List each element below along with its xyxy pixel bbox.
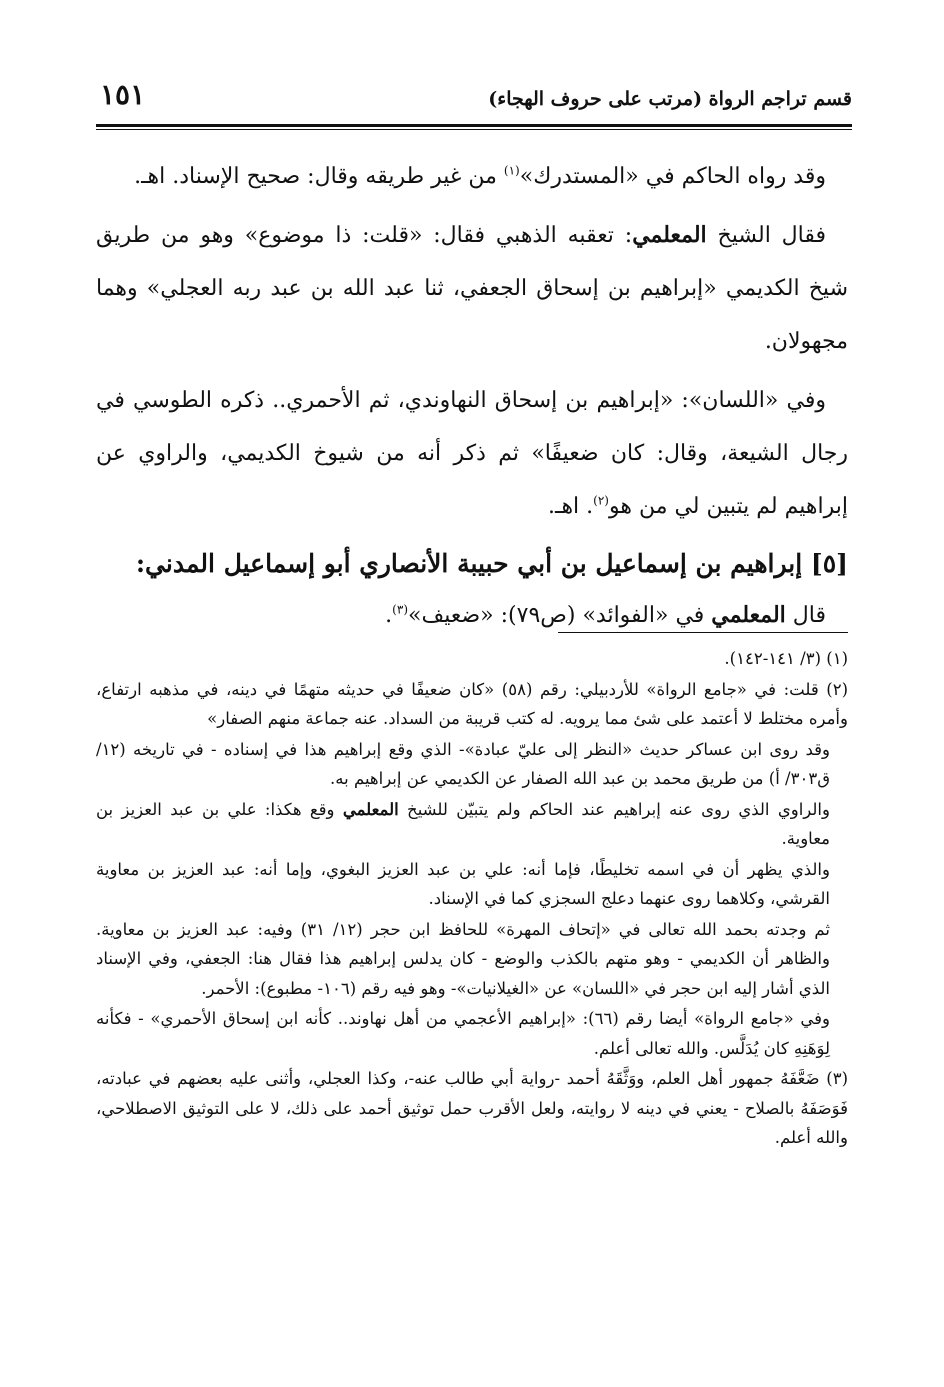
p1-text: وقد رواه الحاكم في «المستدرك» bbox=[519, 164, 826, 189]
footnote-separator bbox=[558, 632, 848, 633]
footnote-2-para-3 bbox=[96, 795, 848, 854]
footnote-2-para-5: ثم وجدته بحمد الله تعالى في «إتحاف المهرة» للحافظ ابن حجر (١٢/ ٣١) وفيه: عبد العزيز بن معاوية. والظاهر أن الكديمي - وهو متهم بالكذب والوضع - كان يدلس إبراهيم هذا فقال هنا: الجعفي، وفي الإسناد الذي أشار إليه ابن حجر في «اللسان» عن «الغيلانيات»- وهو فيه رقم (١٠٦- مطبوع): الأحمر. bbox=[96, 919, 831, 998]
p2-text-a: فقال الشيخ bbox=[706, 223, 826, 248]
paragraph-4 bbox=[96, 589, 848, 642]
footnote-ref-3: (٣) bbox=[392, 602, 408, 617]
p4-text-b: في «الفوائد» (ص٧٩): «ضعيف» bbox=[408, 603, 712, 628]
footnote-2-para-2: وقد روى ابن عساكر حديث «النظر إلى عليّ عبادة»- الذي وقع إبراهيم هذا في إسناده - في تاريخه (١٢/ ق٣٠٣/ أ) من طريق محمد بن عبد الله الصفار عن الكديمي عن إبراهيم به. bbox=[96, 739, 830, 788]
p2-text-b: : تعقبه الذهبي فقال: «قلت: ذا موضوع» وهو من طريق شيخ الكديمي «إبراهيم بن إسحاق الجعفي، ثنا عبد الله بن عبد ربه العجلي» وهما مجهولان. bbox=[96, 223, 848, 354]
footnotes bbox=[96, 644, 848, 1154]
footnote-2-para-6: وفي «جامع الرواة» أيضا رقم (٦٦): «إبراهيم الأعجمي من أهل نهاوند.. كأنه ابن إسحاق الأحمري» - فكأنه لِوَهَنِهِ كان يُدَلَّس. والله تعالى أعلم. bbox=[96, 1009, 830, 1058]
footnote-2-para-4: والذي يظهر أن في اسمه تخليطًا، فإما أنه: علي بن عبد العزيز البغوي، وإما أنه: عبد العزيز بن معاوية القرشي، وكلاهما روى عنهما دعلج السجزي كما في الإسناد. bbox=[96, 859, 830, 908]
entry-heading: [٥] إبراهيم بن إسماعيل بن أبي حبيبة الأنصاري أبو إسماعيل المدني: bbox=[135, 549, 848, 578]
paragraph-1 bbox=[96, 150, 848, 203]
p3-end-text: . اهـ. bbox=[548, 494, 594, 519]
running-head: قسم تراجم الرواة (مرتب على حروف الهجاء) bbox=[488, 88, 852, 110]
p2-author-name: المعلمي bbox=[632, 222, 707, 248]
footnote-2: (٢) قلت: في «جامع الرواة» للأردبيلي: رقم (٥٨) «كان ضعيفًا في حديثه متهمًا في دينه، في مذهبه ارتفاع، وأمره مختلط لا أعتمد على شئ مما يرويه. له كتب قريبة من السداد. عنه جماعة منهم الصفار» bbox=[96, 679, 848, 728]
p4-end-text: . bbox=[385, 603, 393, 628]
main-text bbox=[96, 150, 848, 648]
p4-text-a: قال bbox=[785, 603, 826, 628]
f2p3-author-name: المعلمي bbox=[342, 799, 399, 819]
paragraph-2 bbox=[96, 209, 848, 368]
f2p3-text-b: وقع هكذا: علي بن عبد العزيز بن معاوية. bbox=[96, 799, 830, 848]
header-rule-thick bbox=[96, 124, 852, 127]
footnote-3: (٣) ضَعَّفَهُ جمهور أهل العلم، ووَثَّقَهُ أحمد -رواية أبي طالب عنه-، وكذا العجلي، وأثنى عليه بعضهم في عبادته، فَوَصَفَهُ بالصلاح - يعني في دينه لا روايته، ولعل الأقرب حمل توثيق أحمد على ذلك، لا على التوثيق الاصطلاحي، والله أعلم. bbox=[96, 1069, 848, 1147]
header-rule-thin bbox=[96, 129, 852, 130]
footnote-ref-1: (١) bbox=[503, 163, 520, 178]
page-header bbox=[96, 78, 852, 120]
p4-author-name: المعلمي bbox=[711, 602, 786, 628]
page-number: ١٥١ bbox=[100, 78, 146, 111]
footnote-1: (١) (٣/ ١٤١-١٤٢). bbox=[724, 649, 848, 668]
f2p3-text-a: والراوي الذي روى عنه إبراهيم عند الحاكم ولم يتبيّن للشيخ bbox=[398, 799, 830, 819]
p3-text: وفي «اللسان»: «إبراهيم بن إسحاق النهاوندي، ثم الأحمري.. ذكره الطوسي في رجال الشيعة، وقال: كان ضعيفًا» ثم ذكر أنه من شيوخ الكديمي، والراوي عن إبراهيم لم يتبين لي من هو bbox=[96, 388, 848, 519]
p1-end-text: من غير طريقه وقال: صحيح الإسناد. اهـ. bbox=[134, 164, 504, 189]
paragraph-3 bbox=[96, 374, 848, 533]
footnote-ref-2: (٢) bbox=[593, 493, 609, 508]
